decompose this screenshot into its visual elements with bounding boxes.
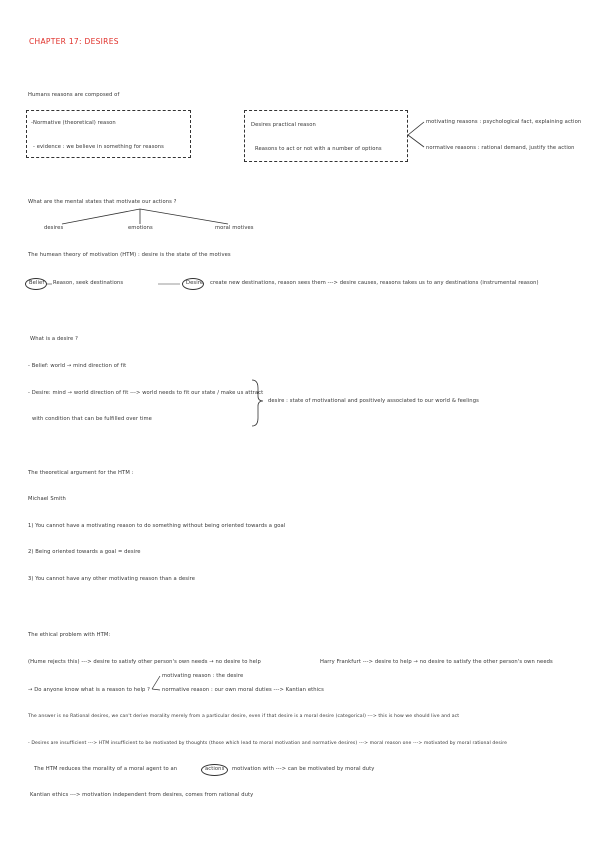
desire-text: create new destinations, reason sees them ---> desire causes, reasons takes us to any destinations (instrumental reason) <box>210 280 539 286</box>
q-branch-bottom: normative reason : our own moral duties ---> Kantian ethics <box>162 687 324 693</box>
option-moral-motives: moral motives <box>215 225 254 231</box>
theory-author: Michael Smith <box>28 496 66 502</box>
theory-heading: The theoretical argument for the HTM : <box>28 470 134 476</box>
q2-belief-line: - Belief: world → mind direction of fit <box>28 363 127 369</box>
belief-label: Belief <box>29 280 45 286</box>
q2-condition-line: with condition that can be fulfilled over time <box>32 416 152 422</box>
theory-point-3: 3) You cannot have any other motivating reason than a desire <box>28 576 196 582</box>
box-right-line-2: Reasons to act or not with a number of options <box>255 146 382 152</box>
q1-branch-right <box>140 209 228 224</box>
chapter-title: CHAPTER 17: DESIRES <box>29 37 119 46</box>
box-left-line-2: - evidence : we believe in something for reasons <box>33 144 164 150</box>
htm-definition: The humean theory of motivation (HTM) : desire is the state of the motives <box>28 252 231 258</box>
option-desires: desires <box>44 225 64 231</box>
ethical-line-c-oval: actions <box>205 766 225 772</box>
q2-desire-line: - Desire: mind → world direction of fit ---> world needs to fit our state / make us attract <box>28 390 264 396</box>
theory-point-2: 2) Being oriented towards a goal = desire <box>28 549 141 555</box>
q-branch-line-top <box>152 676 160 689</box>
theory-point-1: 1) You cannot have a motivating reason to do something without being oriented towards a goal <box>28 523 286 529</box>
branch-normative: normative reasons : rational demand, justify the action <box>426 145 575 151</box>
q2-heading: What is a desire ? <box>30 336 78 342</box>
ethical-heading: The ethical problem with HTM: <box>28 632 111 638</box>
q1-branch-left <box>62 209 140 224</box>
q-branch-line-bottom <box>152 689 160 690</box>
ethical-line-a: The answer is no Rational desires, we can't derive morality merely from a particular desire, even if that desire is a moral desire (categorical) ---> this is how we should live and act <box>28 714 460 719</box>
q-branch-top: motivating reason : the desire <box>162 673 244 679</box>
ethical-line-c-post: motivation with ---> can be motivated by moral duty <box>232 766 375 772</box>
q2-bracket-text: desire : state of motivational and positively associated to our world & feelings <box>268 398 479 404</box>
box-right-line-1: Desires practical reason <box>251 122 316 128</box>
ethical-line-b: - Desires are insufficient ---> HTM insufficient to be motivated by thoughts (those which lead to moral motivation and normative desires) ---> moral reason one ---> motivated by moral rational desire <box>28 741 508 746</box>
ethical-line1-left: (Hume rejects this) ---> desire to satisfy other person's own needs → no desire to help <box>28 659 261 665</box>
option-emotions: emotions <box>128 225 153 231</box>
ethical-line-d: Kantian ethics ---> motivation independent from desires, comes from rational duty <box>30 792 254 798</box>
belief-text: Reason, seek destinations <box>53 280 124 286</box>
q1-question: What are the mental states that motivate our actions ? <box>28 199 177 205</box>
desire-label: Desire <box>186 280 204 286</box>
branch-line-bottom <box>408 135 424 147</box>
ethical-line1-right: Harry Frankfurt ---> desire to help → no desire to satisfy the other person's own needs <box>320 659 553 665</box>
branch-line-top <box>408 122 424 135</box>
ethical-line-c-pre: The HTM reduces the morality of a moral agent to an <box>34 766 178 772</box>
q2-curly-bracket <box>252 380 263 426</box>
box-left-line-1: -Normative (theoretical) reason <box>31 120 116 126</box>
ethical-question: → Do anyone know what is a reason to help ? <box>28 687 150 693</box>
branch-motivating: motivating reasons : psychological fact, explaining action <box>426 119 582 125</box>
intro-heading: Humans reasons are composed of <box>28 92 120 98</box>
